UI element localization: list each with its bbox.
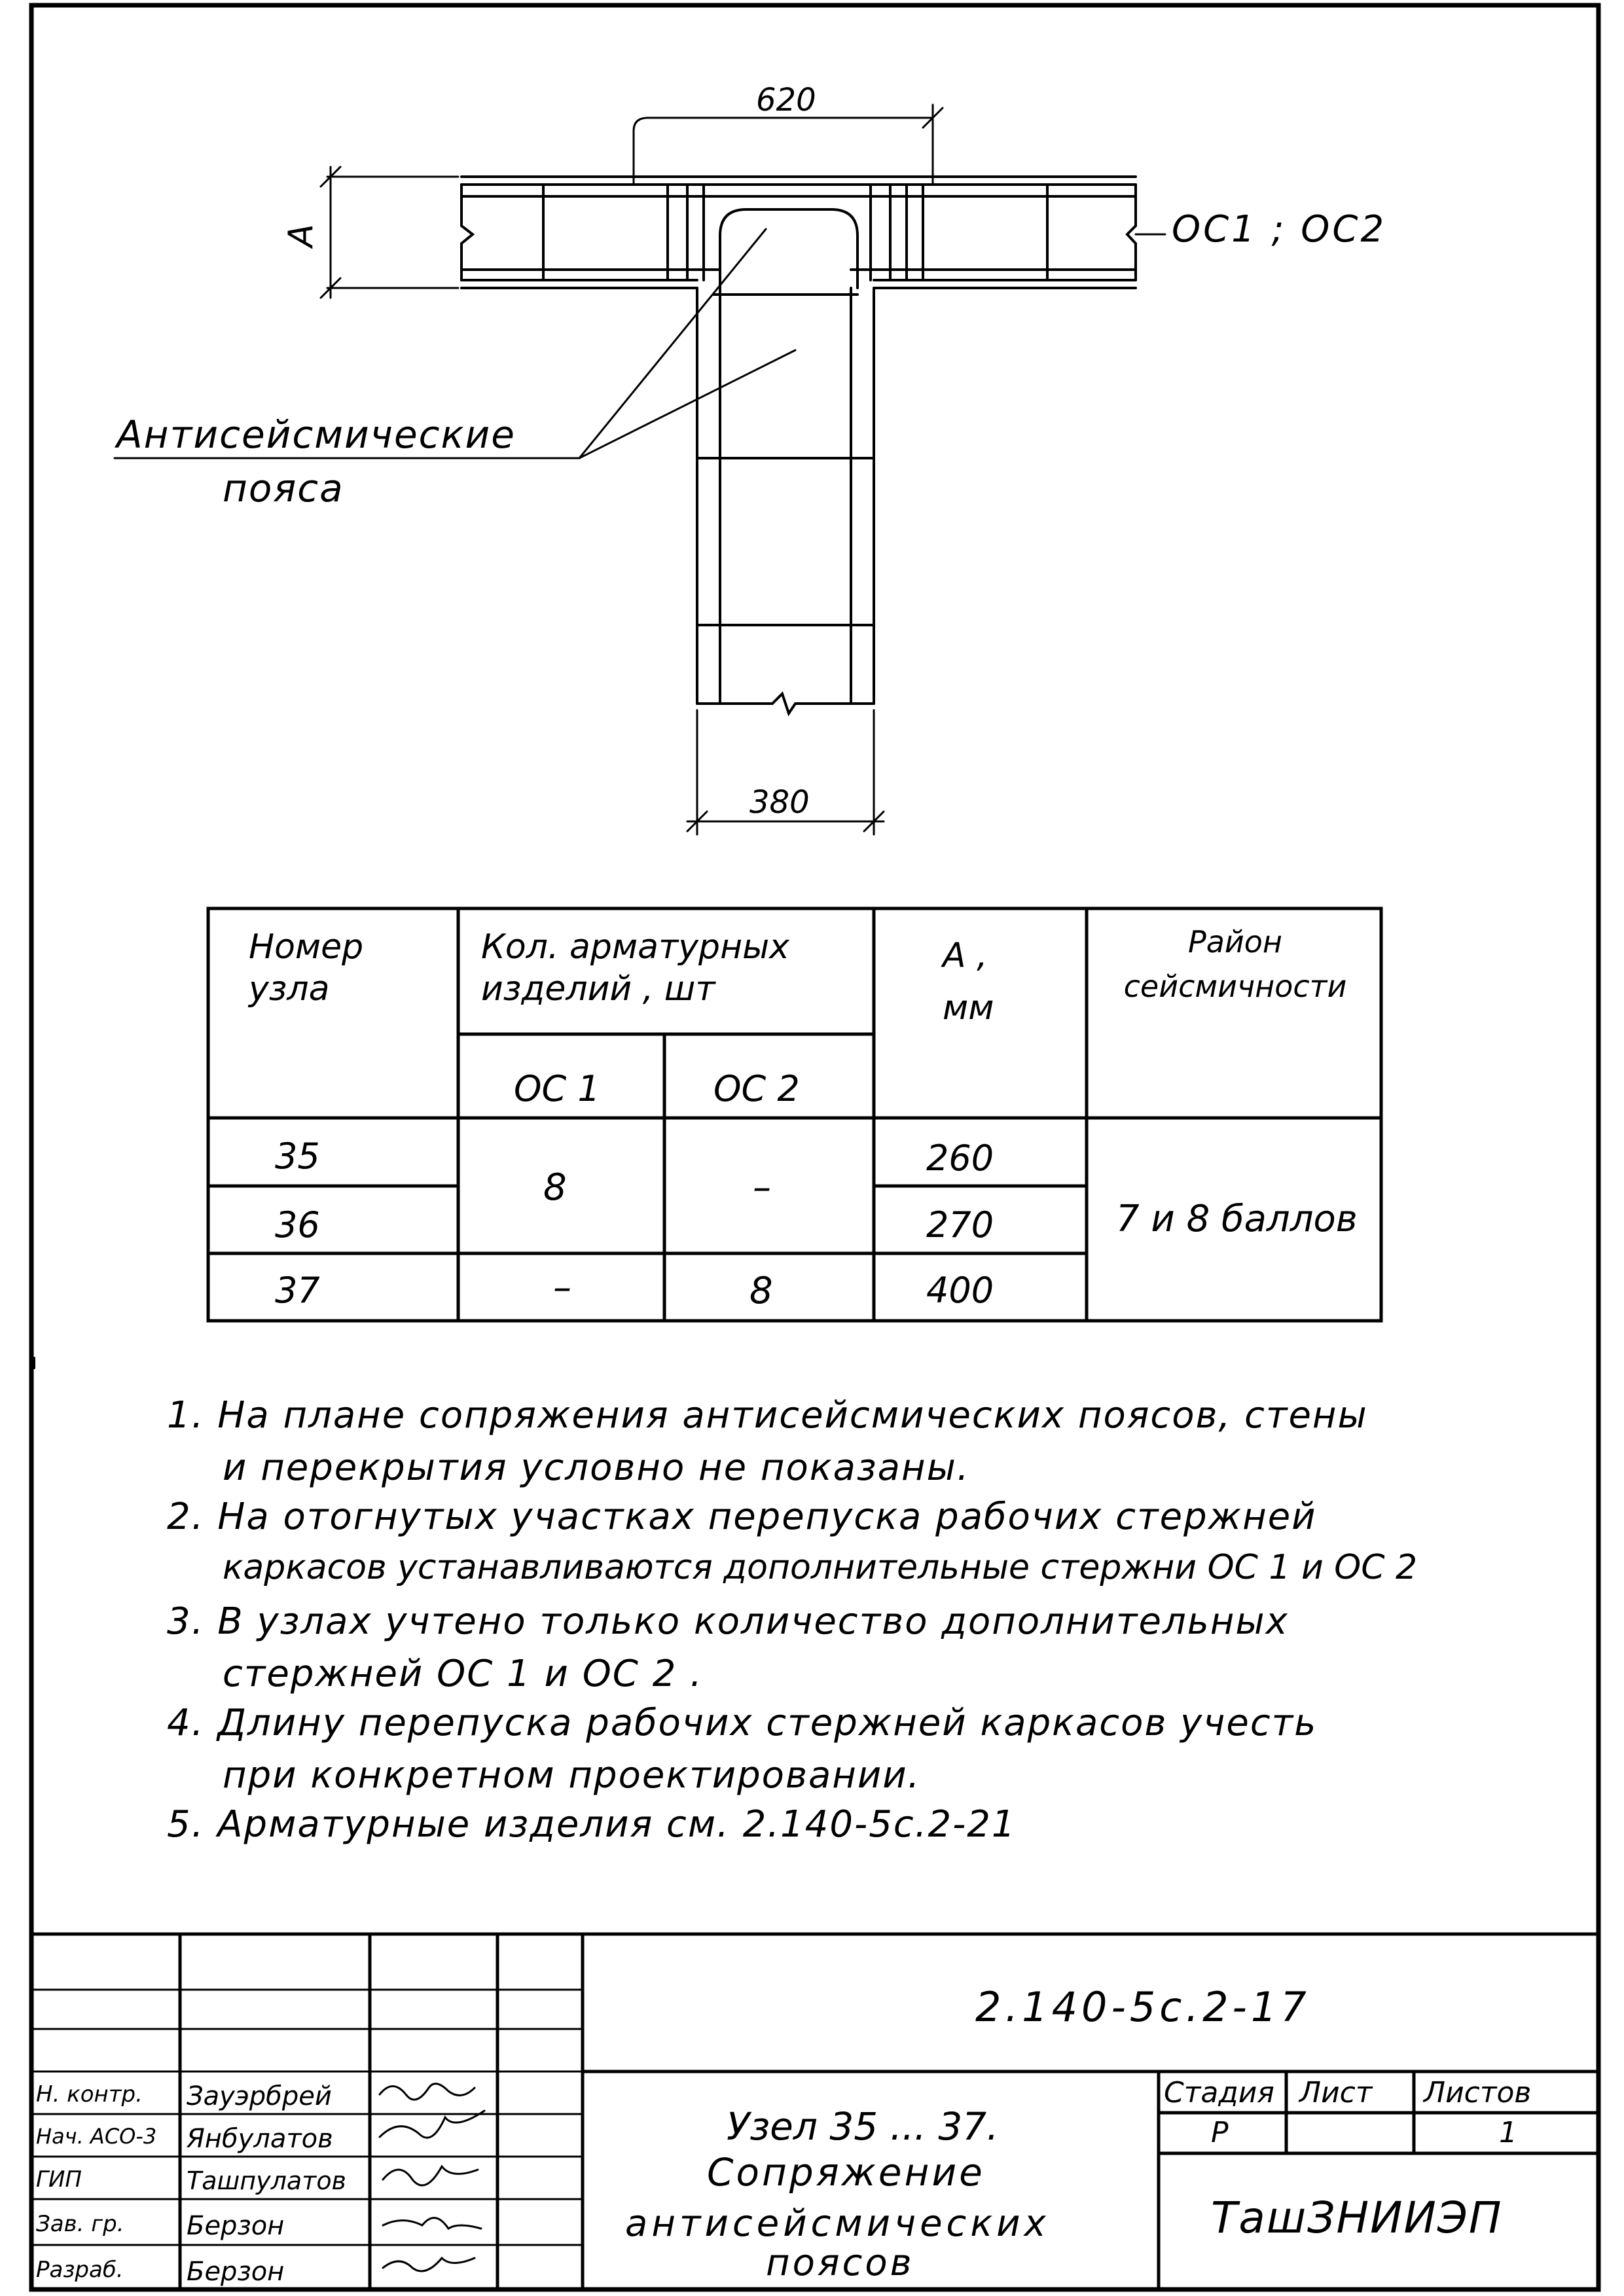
note-2-line-1: 2. На отогнутых участках перепуска рабочих стержней: [167, 1496, 1317, 1538]
stage-label: Стадия: [1164, 2076, 1274, 2109]
table-header-oc2: ОС 2: [713, 1068, 800, 1109]
table-row-35-a: 260: [926, 1138, 994, 1179]
note-4-line-2: при конкретном проектировании.: [223, 1754, 921, 1797]
table-row-37-oc1: –: [553, 1266, 571, 1309]
rebar-callout-label: ОС1 ; ОС2: [1172, 208, 1387, 251]
note-3-line-1: 3. В узлах учтено только количество дополнительных: [167, 1600, 1289, 1643]
sheet-label: Лист: [1299, 2076, 1373, 2109]
table-row-37-node: 37: [275, 1270, 320, 1311]
role-group-head: Зав. гр.: [36, 2211, 124, 2237]
dimension-a-label: A: [281, 224, 321, 247]
title-block-rows: [31, 1990, 583, 2245]
table-row-36-node: 36: [275, 1204, 320, 1246]
name-department-head: Янбулатов: [187, 2124, 333, 2154]
drawing-title-line-2: Сопряжение: [707, 2150, 985, 2195]
sheets-value: 1: [1499, 2116, 1517, 2149]
table-row-36-a: 270: [926, 1204, 994, 1246]
note-2-line-2: каркасов устанавливаются дополнительные стержни ОС 1 и ОС 2: [223, 1548, 1418, 1587]
stage-value: Р: [1211, 2116, 1229, 2149]
table-header-count: Кол. арматурных изделий , шт: [481, 927, 789, 1009]
role-normcontrol: Н. контр.: [36, 2081, 143, 2108]
table-header-oc1: ОС 1: [514, 1068, 600, 1109]
table-row-37-oc2: 8: [749, 1270, 773, 1312]
table-header-a: А , мм: [943, 936, 994, 1028]
table-row-35-node: 35: [275, 1136, 320, 1177]
role-department-head: Нач. АСО-3: [36, 2124, 157, 2149]
drawing-title-line-1: Узел 35 ... 37.: [727, 2104, 999, 2149]
drawing-title-line-3: антисейсмических: [625, 2202, 1050, 2245]
sheets-label: Листов: [1424, 2076, 1532, 2109]
role-chief-engineer: ГИП: [36, 2166, 82, 2193]
note-5: 5. Арматурные изделия см. 2.140-5с.2-21: [167, 1803, 1017, 1846]
name-developer: Берзон: [187, 2257, 285, 2287]
document-code: 2.140-5с.2-17: [975, 1983, 1310, 2031]
organization-name: ТашЗНИИЭП: [1211, 2193, 1503, 2243]
note-1-line-1: 1. На плане сопряжения антисейсмических поясов, стены: [167, 1394, 1368, 1437]
table-header-seismic: Район сейсмичности: [1123, 924, 1347, 1004]
table-row-37-a: 400: [926, 1270, 994, 1311]
table-merged-seismic: 7 и 8 баллов: [1116, 1198, 1358, 1240]
dimension-620-label: 620: [756, 82, 816, 118]
table-merged-oc1: 8: [543, 1166, 567, 1209]
drawing-title-line-4: поясов: [766, 2242, 914, 2284]
name-group-head: Берзон: [187, 2211, 285, 2241]
dimension-a: [321, 167, 458, 298]
note-1-line-2: и перекрытия условно не показаны.: [223, 1446, 970, 1489]
t-junction-plan: [461, 177, 1136, 713]
sheet-frame: [31, 5, 1598, 2289]
table-header-node: Номер узла: [249, 927, 364, 1009]
signatures: [380, 2084, 484, 2271]
role-developer: Разраб.: [36, 2257, 124, 2283]
name-normcontrol: Зауэрбрей: [187, 2081, 332, 2111]
name-chief-engineer: Ташпулатов: [187, 2166, 346, 2195]
note-3-line-2: стержней ОС 1 и ОС 2 .: [223, 1653, 703, 1695]
belts-label-line1: Антисейсмические: [117, 412, 516, 457]
dimension-380-label: 380: [749, 784, 810, 821]
table-merged-oc2: –: [753, 1166, 771, 1209]
belts-label-line2: пояса: [223, 466, 344, 511]
note-4-line-1: 4. Длину перепуска рабочих стержней каркасов учесть: [167, 1702, 1318, 1744]
